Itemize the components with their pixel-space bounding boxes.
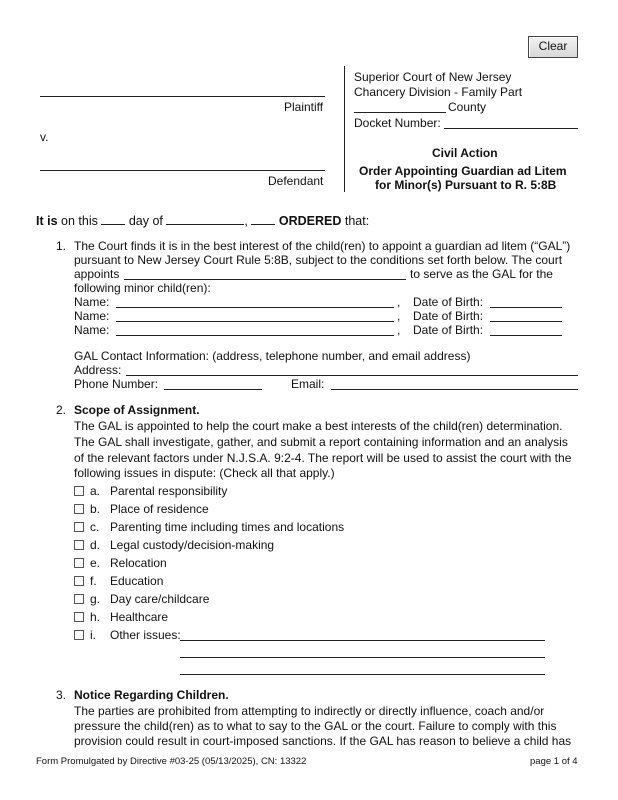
- on-this-label: on this: [61, 214, 98, 228]
- plaintiff-name-field[interactable]: [40, 96, 325, 97]
- issue-letter: e.: [90, 556, 101, 570]
- issue-item[interactable]: [74, 574, 163, 589]
- versus-label: v.: [40, 130, 49, 144]
- month-field[interactable]: [166, 212, 244, 225]
- issue-label: Legal custody/decision-making: [110, 538, 275, 552]
- issue-label: Parental responsibility: [110, 484, 228, 498]
- issue-letter: i.: [90, 628, 96, 642]
- phone-field[interactable]: [164, 389, 262, 390]
- comma-3: ,: [397, 323, 401, 337]
- issue-item[interactable]: [74, 502, 209, 517]
- child-name-field-3[interactable]: [116, 335, 394, 336]
- issue-label: Place of residence: [110, 502, 209, 516]
- checkbox[interactable]: [74, 612, 84, 622]
- order-title-line1: Order Appointing Guardian ad Litem: [359, 164, 567, 178]
- issue-item[interactable]: [74, 610, 168, 625]
- issue-item[interactable]: [74, 628, 181, 643]
- year-field[interactable]: [251, 212, 275, 225]
- issue-letter: f.: [90, 574, 97, 588]
- child-name-label-3: Name:: [74, 323, 110, 337]
- issue-letter: c.: [90, 520, 100, 534]
- issue-item[interactable]: [74, 538, 274, 553]
- comma-1: ,: [397, 295, 401, 309]
- defendant-name-field[interactable]: [40, 170, 325, 171]
- dob-field-3[interactable]: [490, 335, 562, 336]
- other-issues-field-1[interactable]: [180, 640, 545, 641]
- p2-line4: following issues in dispute: (Check all that apply.): [74, 466, 335, 480]
- plaintiff-label: Plaintiff: [284, 100, 324, 114]
- p1-number: 1.: [56, 239, 67, 253]
- docket-field[interactable]: [444, 128, 578, 129]
- issue-label: Education: [110, 574, 164, 588]
- comma-2: ,: [397, 309, 401, 323]
- p1-line2: pursuant to New Jersey Court Rule 5:8B, subject to the conditions set forth below. The court: [74, 253, 563, 267]
- footer-page-number: page 1 of 4: [530, 756, 578, 767]
- child-name-label-1: Name:: [74, 295, 110, 309]
- p1-appoints-label: appoints: [74, 267, 120, 281]
- child-name-field-1[interactable]: [116, 307, 394, 308]
- county-field[interactable]: [354, 112, 446, 113]
- comma: ,: [244, 214, 248, 228]
- child-name-field-2[interactable]: [116, 321, 394, 322]
- clear-button[interactable]: Clear: [528, 36, 578, 58]
- dob-field-1[interactable]: [490, 307, 562, 308]
- day-field[interactable]: [101, 212, 125, 225]
- issue-letter: b.: [90, 502, 101, 516]
- checkbox[interactable]: [74, 522, 84, 532]
- issue-label: Other issues:: [110, 628, 181, 642]
- p3-line2: pressure the child(ren) as to what to say to the GAL or the court. Failure to comply with this: [74, 719, 557, 733]
- p1-serve-label: to serve as the GAL for the: [410, 267, 553, 281]
- p2-heading: Scope of Assignment.: [74, 403, 200, 417]
- issue-label: Day care/childcare: [110, 592, 210, 606]
- p2-line3: of the relevant factors under N.J.S.A. 9:2-4. The report will be used to assist the court with the: [74, 451, 572, 465]
- order-title-line2: for Minor(s) Pursuant to R. 5:8B: [375, 178, 557, 192]
- address-field[interactable]: [126, 375, 578, 376]
- it-is-label: It is: [36, 214, 58, 228]
- p1-line4: following minor child(ren):: [74, 281, 211, 295]
- checkbox[interactable]: [74, 504, 84, 514]
- issue-item[interactable]: [74, 592, 209, 607]
- issue-item[interactable]: [74, 484, 227, 499]
- defendant-label: Defendant: [268, 174, 324, 188]
- p1-line1: The Court finds it is in the best interest of the child(ren) to appoint a guardian ad litem (“GAL”): [74, 239, 571, 253]
- p3-number: 3.: [56, 688, 67, 702]
- footer-form-info: Form Promulgated by Directive #03-25 (05/13/2025), CN: 13322: [36, 756, 307, 767]
- checkbox[interactable]: [74, 540, 84, 550]
- p2-number: 2.: [56, 403, 67, 417]
- email-field[interactable]: [331, 389, 578, 390]
- civil-action-title: Civil Action: [432, 146, 498, 160]
- ordered-intro: [36, 212, 369, 229]
- other-issues-field-2[interactable]: [180, 657, 545, 658]
- issue-letter: d.: [90, 538, 101, 552]
- checkbox[interactable]: [74, 576, 84, 586]
- ordered-label: ORDERED: [278, 214, 342, 228]
- county-label: County: [448, 100, 487, 114]
- checkbox[interactable]: [74, 486, 84, 496]
- issue-letter: a.: [90, 484, 101, 498]
- email-label: Email:: [291, 377, 325, 391]
- issue-label: Relocation: [110, 556, 167, 570]
- p3-line1: The parties are prohibited from attempting to indirectly or directly influence, coach and/or: [74, 704, 545, 718]
- checkbox[interactable]: [74, 594, 84, 604]
- issue-label: Parenting time including times and locations: [110, 520, 345, 534]
- day-of-label: day of: [128, 214, 163, 228]
- issue-label: Healthcare: [110, 610, 169, 624]
- dob-label-1: Date of Birth:: [413, 295, 484, 309]
- dob-label-2: Date of Birth:: [413, 309, 484, 323]
- that-label: that:: [344, 214, 370, 228]
- checkbox[interactable]: [74, 558, 84, 568]
- court-name: Superior Court of New Jersey: [354, 70, 512, 84]
- issue-item[interactable]: [74, 520, 344, 535]
- p3-heading: Notice Regarding Children.: [74, 688, 229, 702]
- dob-label-3: Date of Birth:: [413, 323, 484, 337]
- dob-field-2[interactable]: [490, 321, 562, 322]
- address-label: Address:: [74, 363, 122, 377]
- p2-line1: The GAL is appointed to help the court make a best interests of the child(ren) determination.: [74, 419, 563, 433]
- other-issues-field-3[interactable]: [180, 674, 545, 675]
- child-name-label-2: Name:: [74, 309, 110, 323]
- p3-line3: provision could result in court-imposed sanctions. If the GAL has reason to believe a child has: [74, 734, 572, 748]
- gal-contact-label: GAL Contact Information: (address, telephone number, and email address): [74, 349, 471, 363]
- p2-line2: The GAL shall investigate, gather, and submit a report containing information and an analysis: [74, 435, 568, 449]
- issue-letter: g.: [90, 592, 101, 606]
- caption-divider: [344, 66, 345, 192]
- issue-letter: h.: [90, 610, 101, 624]
- issue-item[interactable]: [74, 556, 167, 571]
- court-division: Chancery Division - Family Part: [354, 85, 523, 99]
- phone-label: Phone Number:: [74, 377, 159, 391]
- checkbox[interactable]: [74, 630, 84, 640]
- docket-label: Docket Number:: [354, 116, 441, 130]
- gal-name-field[interactable]: [124, 279, 406, 280]
